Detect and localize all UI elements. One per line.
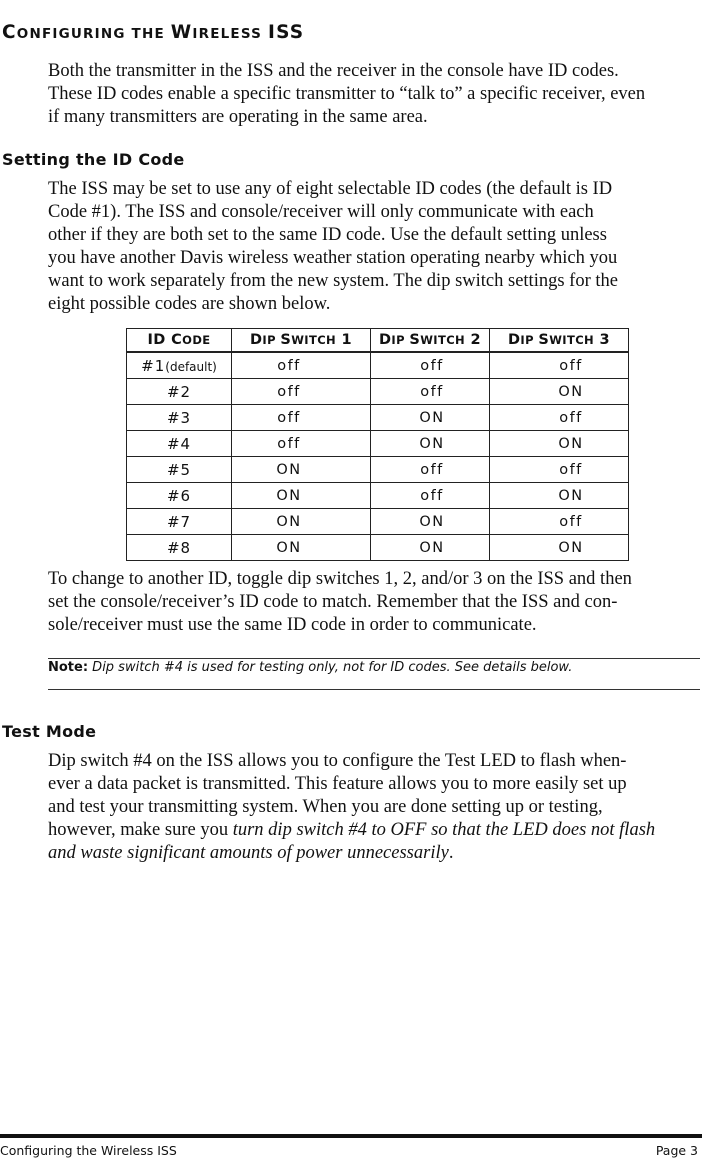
table-row (127, 535, 629, 561)
page-heading (2, 22, 304, 43)
text-line: The ISS may be set to use any of eight selectable ID codes (the default is ID (48, 179, 613, 199)
table-row (127, 457, 629, 483)
footer-page-number: Page 3 (655, 1143, 698, 1158)
setting-id-paragraph (48, 178, 700, 316)
header-dip-switch-2: DIP SWITCH 2 (371, 329, 490, 353)
note-text (48, 660, 700, 675)
id-code-cell: #3 (127, 405, 232, 431)
text-line: ever a data packet is transmitted. This feature allows you to more easily set up (48, 774, 627, 794)
switch-2-cell: off (371, 483, 490, 509)
text-line: want to work separately from the new system. The dip switch settings for the (48, 271, 618, 291)
heading-part: ISS (268, 22, 305, 43)
text-line: sole/receiver must use the same ID code in order to communicate. (48, 615, 537, 635)
text-line: and test your transmitting system. When you are done setting up or testing, (48, 797, 603, 817)
switch-2-cell: ON (371, 535, 490, 561)
heading-part: IRELESS (192, 26, 268, 42)
id-code-cell: #8 (127, 535, 232, 561)
intro-paragraph (48, 60, 700, 129)
switch-3-cell: ON (490, 431, 629, 457)
id-code-cell: #4 (127, 431, 232, 457)
switch-2-cell: ON (371, 405, 490, 431)
footer-chapter-title: Configuring the Wireless ISS (0, 1143, 177, 1158)
switch-3-cell: ON (490, 483, 629, 509)
switch-1-cell: ON (232, 535, 371, 561)
table-row (127, 379, 629, 405)
text-line: if many transmitters are operating in the same area. (48, 107, 428, 127)
text-line: Code #1). The ISS and console/receiver will only communicate with each (48, 202, 594, 222)
text-line: To change to another ID, toggle dip switches 1, 2, and/or 3 on the ISS and then (48, 569, 632, 589)
table-row (127, 405, 629, 431)
switch-1-cell: off (232, 379, 371, 405)
switch-2-cell: off (371, 379, 490, 405)
header-id-code: ID CODE (127, 329, 232, 353)
switch-1-cell: off (232, 431, 371, 457)
text-line: Dip switch #4 on the ISS allows you to configure the Test LED to flash when- (48, 751, 627, 771)
switch-1-cell: ON (232, 483, 371, 509)
text-line: Both the transmitter in the ISS and the receiver in the console have ID codes. (48, 61, 619, 81)
note-label: Note: (48, 660, 89, 675)
heading-part: ONFIGURING THE (16, 26, 171, 42)
switch-1-cell: off (232, 405, 371, 431)
switch-2-cell: off (371, 457, 490, 483)
id-code-cell: #2 (127, 379, 232, 405)
text-line: you have another Davis wireless weather station operating nearby which you (48, 248, 618, 268)
switch-3-cell: off (490, 405, 629, 431)
text-line: however, make sure you turn dip switch #4 to OFF so that the LED does not flash (48, 820, 656, 840)
section-heading-setting-id: Setting the ID Code (2, 150, 185, 169)
switch-2-cell: ON (371, 509, 490, 535)
id-code-cell: #6 (127, 483, 232, 509)
switch-3-cell: off (490, 457, 629, 483)
switch-3-cell: off (490, 509, 629, 535)
switch-1-cell: ON (232, 457, 371, 483)
heading-part: C (2, 22, 17, 43)
switch-1-cell: ON (232, 509, 371, 535)
switch-2-cell: ON (371, 431, 490, 457)
text-line: other if they are both set to the same ID code. Use the default setting unless (48, 225, 607, 245)
switch-3-cell: ON (490, 535, 629, 561)
header-dip-switch-3: DIP SWITCH 3 (490, 329, 629, 353)
header-dip-switch-1: DIP SWITCH 1 (232, 329, 371, 353)
note-body: Dip switch #4 is used for testing only, not for ID codes. See details below. (88, 660, 573, 675)
switch-2-cell: off (371, 352, 490, 379)
id-code-table (126, 328, 629, 561)
switch-3-cell: off (490, 352, 629, 379)
text-line: set the console/receiver’s ID code to match. Remember that the ISS and con- (48, 592, 618, 612)
table-row (127, 431, 629, 457)
id-code-cell: #7 (127, 509, 232, 535)
note-bottom-rule (48, 689, 700, 690)
table-row (127, 483, 629, 509)
change-id-paragraph (48, 568, 700, 637)
table-row (127, 352, 629, 379)
section-heading-test-mode: Test Mode (2, 722, 97, 741)
id-code-cell: #5 (127, 457, 232, 483)
footer-rule (0, 1134, 702, 1138)
switch-3-cell: ON (490, 379, 629, 405)
test-mode-paragraph (48, 750, 700, 865)
switch-1-cell: off (232, 352, 371, 379)
text-line: eight possible codes are shown below. (48, 294, 331, 314)
text-line: and waste significant amounts of power unnecessarily. (48, 843, 454, 863)
heading-part: W (170, 22, 193, 43)
note-top-rule (48, 658, 700, 659)
table-header-row (127, 329, 629, 353)
id-code-cell: #1(default) (127, 352, 232, 379)
text-line: These ID codes enable a specific transmitter to “talk to” a specific receiver, even (48, 84, 646, 104)
table-row (127, 509, 629, 535)
